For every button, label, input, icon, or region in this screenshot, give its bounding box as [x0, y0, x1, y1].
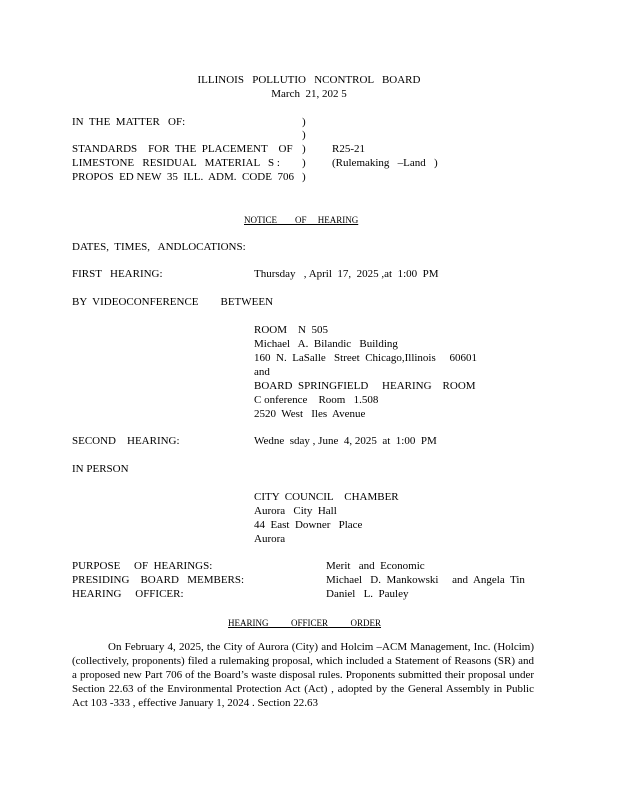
caption-line-2: LIMESTONE RESIDUAL MATERIAL S :	[72, 157, 280, 169]
order-date: March 21, 202 5	[271, 88, 347, 100]
caption-paren: )	[302, 171, 306, 183]
location-line: 2520 West Iles Avenue	[254, 408, 366, 420]
purpose-label: PURPOSE OF HEARINGS:	[72, 560, 213, 572]
second-hearing-date: Wedne sday , June 4, 2025 at 1:00 PM	[254, 435, 437, 447]
videoconference-label: BY VIDEOCONFERENCE BETWEEN	[72, 296, 274, 308]
council-location-line: Aurora	[254, 533, 286, 545]
location-line: ROOM N 505	[254, 324, 328, 336]
purpose-value: Merit and Economic	[326, 560, 425, 572]
caption-paren: )	[302, 157, 306, 169]
notice-of-hearing-heading: NOTICE OF HEARING	[244, 215, 359, 225]
caption-paren: )	[302, 143, 306, 155]
caption-line-1: STANDARDS FOR THE PLACEMENT OF	[72, 143, 293, 155]
council-location-line: Aurora City Hall	[254, 505, 337, 517]
caption-line-3: PROPOS ED NEW 35 ILL. ADM. CODE 706	[72, 171, 294, 183]
in-the-matter-label: IN THE MATTER OF:	[72, 116, 186, 128]
first-hearing-date: Thursday , April 17, 2025 ,at 1:00 PM	[254, 268, 439, 280]
location-line: Michael A. Bilandic Building	[254, 338, 398, 350]
board-title: ILLINOIS POLLUTIO NCONTROL BOARD	[197, 74, 421, 86]
council-location-line: 44 East Downer Place	[254, 519, 363, 531]
board-members-value: Michael D. Mankowski and Angela Tin	[326, 574, 525, 586]
hearing-officer-value: Daniel L. Pauley	[326, 588, 409, 600]
hearing-officer-order-heading: HEARING OFFICER ORDER	[228, 618, 382, 628]
location-line: BOARD SPRINGFIELD HEARING ROOM	[254, 380, 476, 392]
hearing-officer-label: HEARING OFFICER:	[72, 588, 184, 600]
location-line: and	[254, 366, 270, 378]
location-line: C onference Room 1.508	[254, 394, 379, 406]
caption-paren: )	[302, 129, 306, 141]
body-paragraph: On February 4, 2025, the City of Aurora (City) and Holcim –ACM Management, Inc. (Holcim) (collectively, proponents) filed a rulemaking proposal, which included a Statement of Reasons (SR) and a proposed new Part 706 of the Board’s waste disposal rules. Proponents submitted their proposal under Section 22.63 of the Environmental Protection Act (Act) , adopted by the General Assembly in Public Act 103 -333 , effective January 1, 2024 . Section 22.63	[72, 641, 534, 709]
caption-paren: )	[302, 116, 306, 128]
board-members-label: PRESIDING BOARD MEMBERS:	[72, 574, 245, 586]
location-line: 160 N. LaSalle Street Chicago,Illinois 60601	[254, 352, 478, 364]
docket-number: R25-21	[332, 143, 365, 155]
first-hearing-label: FIRST HEARING:	[72, 268, 163, 280]
docket-type: (Rulemaking –Land )	[332, 157, 438, 169]
dates-label: DATES, TIMES, ANDLOCATIONS:	[72, 241, 246, 253]
in-person-label: IN PERSON	[72, 463, 129, 475]
second-hearing-label: SECOND HEARING:	[72, 435, 180, 447]
council-location-line: CITY COUNCIL CHAMBER	[254, 491, 399, 503]
